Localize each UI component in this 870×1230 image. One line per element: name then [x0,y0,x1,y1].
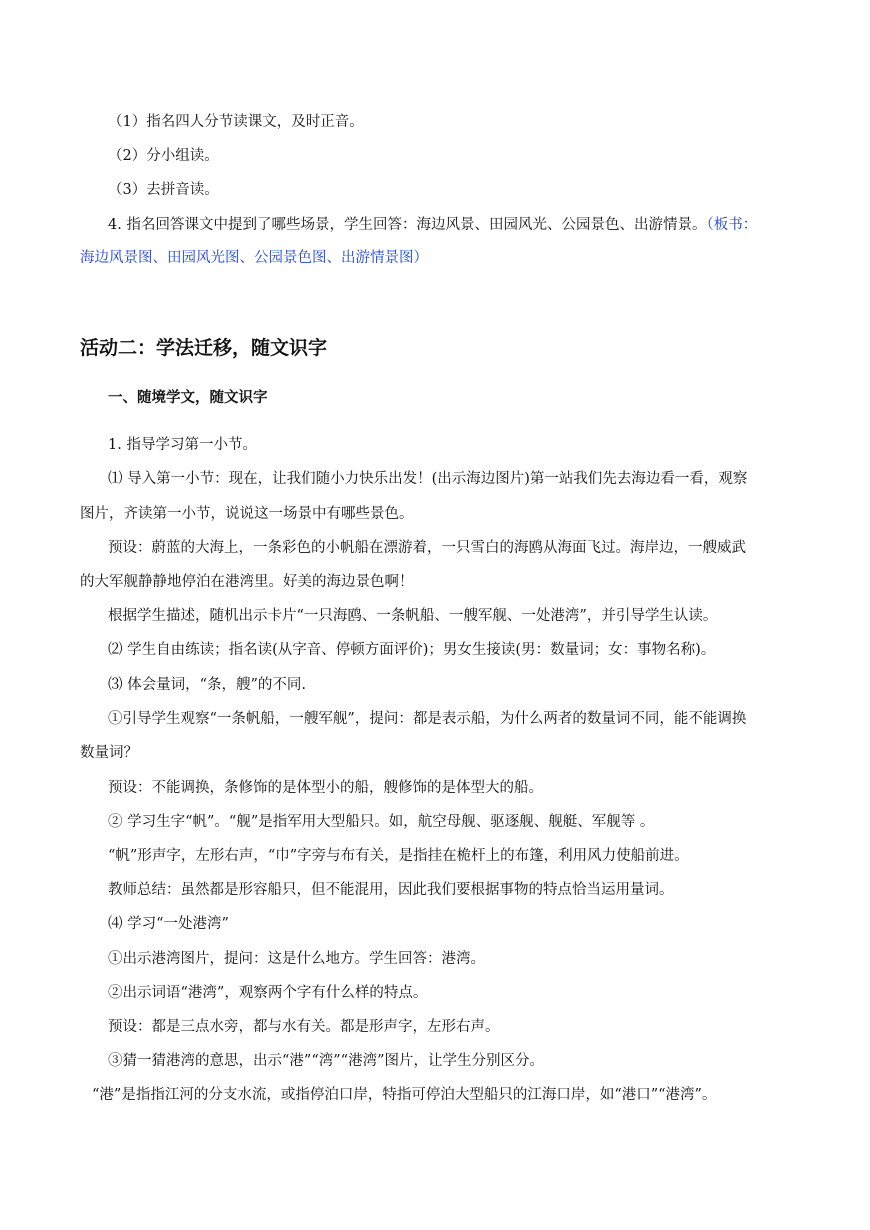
paragraph: “港”是指指江河的分支水流，或指停泊口岸，特指可停泊大型船只的江海口岸，如“港口”“港湾”。 [92,1087,717,1103]
subsection-heading: 一、随境学文，随文识字 [108,390,268,406]
paragraph: ⑶ 体会量词，“条，艘”的不同. [108,677,307,693]
paragraph: ③猜一猜港湾的意思，出示“港”“湾”“港湾”图片，让学生分别区分。 [108,1053,544,1069]
paragraph: ⑴ 导入第一小节：现在，让我们随小力快乐出发！(出示海边图片)第一站我们先去海边看一看，观察 [108,471,748,487]
paragraph: ⑵ 学生自由练读；指名读(从字音、停顿方面评价)；男女生接读(男：数量词；女：事物名称)。 [108,642,716,658]
paragraph: 的大军舰静静地停泊在港湾里。好美的海边景色啊！ [80,574,414,590]
paragraph: ② 学习生字“帆”。“舰”是指军用大型船只。如，航空母舰、驱逐舰、舰艇、军舰等 。 [108,814,655,830]
blackboard-note: （板书： [706,217,758,233]
paragraph: 数量词？ [80,745,138,761]
paragraph: （3）去拼音读。 [108,182,219,198]
paragraph: ①引导学生观察“一条帆船，一艘军舰”，提问：都是表示船，为什么两者的数量词不同，能不能调换 [108,711,747,727]
paragraph: 预设：蔚蓝的大海上，一条彩色的小帆船在漂游着，一只雪白的海鸥从海面飞过。海岸边，一艘威武 [108,540,746,556]
paragraph: 教师总结：虽然都是形容船只，但不能混用，因此我们要根据事物的特点恰当运用量词。 [108,882,674,898]
paragraph: 1. 指导学习第一小节。 [108,437,257,453]
paragraph-text: 4. 指名回答课文中提到了哪些场景，学生回答：海边风景、田园风光、公园景色、出游情景。 [108,217,707,233]
paragraph: 预设：不能调换，条修饰的是体型小的船，艘修饰的是体型大的船。 [108,780,543,796]
section-heading: 活动二：学法迁移，随文识字 [80,337,328,359]
paragraph: ①出示港湾图片，提问：这是什么地方。学生回答：港湾。 [108,951,485,967]
paragraph: 预设：都是三点水旁，都与水有关。都是形声字，左形右声。 [108,1019,500,1035]
paragraph: “帆”形声字，左形右声，“巾”字旁与布有关，是指挂在桅杆上的布篷，利用风力使船前进。 [108,848,689,864]
blackboard-note: 海边风景图、田园风光图、公园景色图、出游情景图） [80,250,428,266]
paragraph: （1）指名四人分节读课文，及时正音。 [108,114,364,130]
paragraph: ②出示词语“港湾”，观察两个字有什么样的特点。 [108,985,428,1001]
paragraph: 图片，齐读第一小节，说说这一场景中有哪些景色。 [80,506,414,522]
paragraph: 根据学生描述，随机出示卡片“一只海鸥、一条帆船、一艘军舰、一处港湾”，并引导学生认读。 [108,608,718,624]
paragraph: ⑷ 学习“一处港湾” [108,916,229,932]
paragraph [108,215,792,235]
paragraph: （2）分小组读。 [108,148,219,164]
